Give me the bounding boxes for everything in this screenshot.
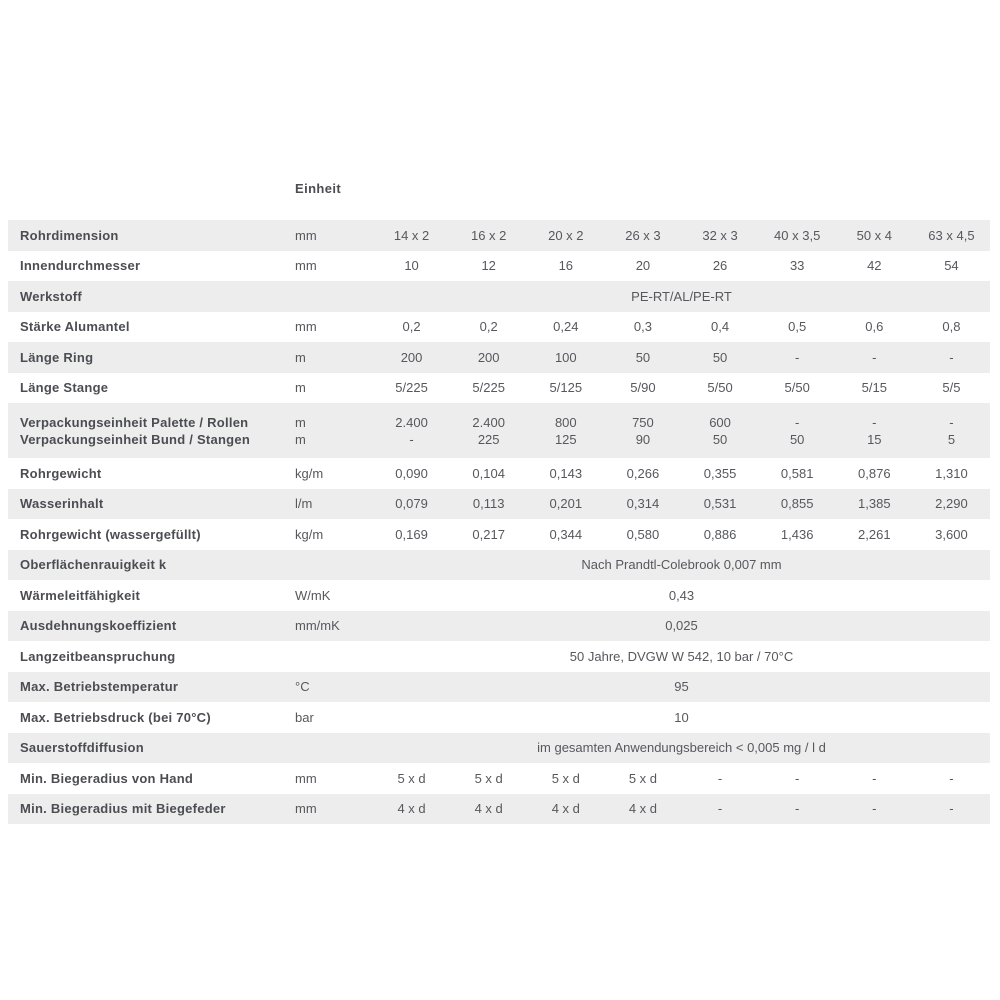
row-unit: mm — [295, 227, 317, 243]
cell-value: - — [872, 770, 877, 786]
row-unit-line: m — [295, 414, 306, 430]
row-label: Max. Betriebsdruck (bei 70°C) — [20, 709, 211, 725]
cell-value: 0,8 — [942, 319, 961, 335]
table-row — [8, 519, 990, 550]
cell-value: 3,600 — [935, 526, 968, 542]
row-label: Innendurchmesser — [20, 258, 141, 274]
cell-value: 0,344 — [549, 526, 583, 542]
table-row — [8, 220, 990, 251]
cell-value: 26 — [712, 258, 728, 274]
cell-value: - — [872, 414, 877, 430]
row-unit: l/m — [295, 496, 313, 512]
cell-value: 20 x 2 — [548, 227, 584, 243]
cell-value: 0,4 — [711, 319, 730, 335]
cell-value: 750 — [632, 414, 654, 430]
cell-value: 63 x 4,5 — [928, 227, 975, 243]
table-row — [8, 312, 990, 343]
table-row — [8, 580, 990, 611]
row-label-line: Verpackungseinheit Palette / Rollen — [20, 414, 249, 430]
table-row — [8, 641, 990, 672]
row-label: Rohrgewicht (wassergefüllt) — [20, 526, 201, 542]
cell-value: 200 — [477, 349, 500, 365]
row-label: Max. Betriebstemperatur — [20, 679, 179, 695]
cell-value: 50 — [789, 431, 805, 447]
row-label: Oberflächenrauigkeit k — [20, 557, 167, 573]
cell-value: 5 — [947, 431, 956, 447]
cell-value: - — [795, 349, 800, 365]
cell-value: 0,24 — [553, 319, 579, 335]
cell-value: 90 — [635, 431, 651, 447]
cell-value: 12 — [481, 258, 496, 274]
cell-value: 0,886 — [703, 526, 737, 542]
cell-value: 50 x 4 — [856, 227, 893, 243]
row-label: Ausdehnungskoeffizient — [20, 618, 177, 634]
row-merged-value: 0,43 — [668, 587, 695, 603]
cell-value: 1,436 — [780, 526, 814, 542]
table-row — [8, 251, 990, 282]
cell-value: 40 x 3,5 — [774, 227, 821, 243]
cell-value: 0,266 — [626, 465, 660, 481]
table-row — [8, 763, 990, 794]
cell-value: 5/225 — [395, 380, 428, 396]
cell-value: - — [949, 414, 954, 430]
cell-value: 26 x 3 — [625, 227, 661, 243]
table-row — [8, 611, 990, 642]
cell-value: - — [949, 770, 954, 786]
cell-value: 800 — [554, 414, 577, 430]
row-merged-value: PE-RT/AL/PE-RT — [631, 288, 732, 304]
value-line — [373, 414, 990, 431]
cell-value: 16 — [558, 258, 574, 274]
table-row — [8, 342, 990, 373]
cell-value: 15 — [867, 431, 882, 447]
row-merged-value: 95 — [674, 679, 689, 695]
cell-value: 5 x d — [628, 770, 658, 786]
cell-value: 0,201 — [549, 496, 583, 512]
cell-value: 0,2 — [402, 319, 421, 335]
cell-value: 5/50 — [784, 380, 810, 396]
row-merged-value: Nach Prandtl-Colebrook 0,007 mm — [581, 557, 782, 573]
cell-value: - — [717, 801, 723, 817]
cell-value: 5/5 — [942, 380, 961, 396]
cell-value: 42 — [867, 258, 882, 274]
cell-value: 54 — [944, 258, 959, 274]
cell-value: - — [872, 349, 877, 365]
row-label: Langzeitbeanspruchung — [20, 648, 176, 664]
cell-value: 4 x d — [474, 801, 503, 817]
cell-value: 14 x 2 — [393, 227, 430, 243]
row-unit: kg/m — [295, 465, 324, 481]
cell-value: 1,385 — [858, 496, 891, 512]
row-unit-line: m — [295, 431, 306, 447]
row-label-line: Verpackungseinheit Bund / Stangen — [20, 431, 251, 447]
cell-value: 0,5 — [788, 319, 807, 335]
cell-value: 16 x 2 — [470, 227, 507, 243]
row-unit: mm/mK — [295, 618, 340, 634]
row-merged-value: 10 — [674, 709, 689, 725]
cell-value: 5/15 — [861, 380, 887, 396]
row-label: Werkstoff — [20, 288, 82, 304]
cell-value: 0,104 — [472, 465, 505, 481]
cell-value: 200 — [400, 349, 423, 365]
table-row — [8, 550, 990, 581]
cell-value: 20 — [635, 258, 651, 274]
row-label: Wärmeleitfähigkeit — [20, 587, 141, 603]
cell-value: 100 — [554, 349, 577, 365]
row-unit: mm — [295, 770, 317, 786]
cell-value: 0,580 — [626, 526, 660, 542]
row-merged-value: im gesamten Anwendungsbereich < 0,005 mg / l d — [537, 740, 826, 756]
cell-value: 50 — [712, 431, 728, 447]
cell-value: 5 x d — [551, 770, 580, 786]
row-unit: bar — [295, 709, 314, 725]
row-label — [8, 414, 290, 448]
row-unit: mm — [295, 319, 317, 335]
value-line — [373, 431, 990, 448]
table-body — [8, 220, 990, 824]
table-row — [8, 489, 990, 520]
cell-value: 1,310 — [935, 465, 968, 481]
technical-data-table — [8, 182, 990, 824]
cell-value: 5/225 — [472, 380, 505, 396]
cell-value: 50 — [635, 349, 651, 365]
row-unit: mm — [295, 801, 317, 817]
row-label: Rohrdimension — [20, 227, 119, 243]
cell-value: - — [409, 431, 414, 447]
row-unit: m — [295, 349, 306, 365]
row-merged-value: 0,025 — [665, 618, 698, 634]
cell-value: - — [795, 414, 800, 430]
row-label: Stärke Alumantel — [20, 319, 130, 335]
cell-value: - — [717, 770, 723, 786]
cell-value: 4 x d — [628, 801, 658, 817]
table-row — [8, 458, 990, 489]
row-unit: °C — [295, 679, 310, 695]
cell-value: 600 — [709, 414, 731, 430]
cell-value: 0,581 — [780, 465, 814, 481]
cell-value: 0,531 — [703, 496, 737, 512]
cell-value: 0,169 — [395, 526, 428, 542]
row-values — [373, 414, 990, 448]
cell-value: 50 — [712, 349, 728, 365]
row-label: Min. Biegeradius von Hand — [20, 770, 194, 786]
row-unit: mm — [295, 258, 317, 274]
row-unit: m — [295, 380, 306, 396]
table-row — [8, 702, 990, 733]
row-label: Wasserinhalt — [20, 496, 104, 512]
cell-value: 125 — [554, 431, 577, 447]
cell-value: 2.400 — [472, 414, 505, 430]
cell-value: 0,2 — [479, 319, 498, 335]
cell-value: 0,217 — [472, 526, 505, 542]
cell-value: 5 x d — [474, 770, 503, 786]
row-unit — [290, 414, 373, 448]
table-row — [8, 672, 990, 703]
row-merged-value: 50 Jahre, DVGW W 542, 10 bar / 70°C — [569, 648, 794, 664]
table-row — [8, 733, 990, 764]
cell-value: 5 x d — [397, 770, 426, 786]
cell-value: 10 — [404, 258, 419, 274]
row-label: Länge Stange — [20, 380, 109, 396]
cell-value: 0,113 — [472, 496, 505, 512]
cell-value: 225 — [477, 431, 500, 447]
cell-value: 32 x 3 — [702, 227, 738, 243]
table-row — [8, 403, 990, 458]
table-row — [8, 281, 990, 312]
cell-value: - — [949, 349, 954, 365]
cell-value: 33 — [789, 258, 805, 274]
row-label: Länge Ring — [20, 349, 94, 365]
cell-value: 0,314 — [626, 496, 660, 512]
cell-value: 0,855 — [780, 496, 814, 512]
cell-value: 0,3 — [633, 319, 652, 335]
cell-value: 4 x d — [551, 801, 580, 817]
cell-value: 0,079 — [395, 496, 428, 512]
cell-value: 2.400 — [395, 414, 428, 430]
cell-value: 0,143 — [549, 465, 583, 481]
cell-value: 5/90 — [630, 380, 656, 396]
row-label: Rohrgewicht — [20, 465, 102, 481]
table-row — [8, 794, 990, 825]
cell-value: 2,261 — [858, 526, 891, 542]
row-label: Sauerstoffdiffusion — [20, 740, 144, 756]
cell-value: 0,6 — [865, 319, 884, 335]
table-row — [8, 373, 990, 404]
unit-header-label: Einheit — [295, 181, 342, 196]
cell-value: - — [872, 801, 877, 817]
cell-value: 5/125 — [549, 380, 583, 396]
row-unit: W/mK — [295, 587, 331, 603]
cell-value: 5/50 — [707, 380, 733, 396]
cell-value: - — [949, 801, 954, 817]
cell-value: 4 x d — [397, 801, 426, 817]
cell-value: 0,355 — [703, 465, 737, 481]
unit-column-header — [8, 182, 990, 196]
cell-value: - — [795, 801, 800, 817]
cell-value: 0,090 — [395, 465, 428, 481]
cell-value: 2,290 — [935, 496, 968, 512]
cell-value: 0,876 — [858, 465, 891, 481]
row-unit: kg/m — [295, 526, 324, 542]
cell-value: - — [795, 770, 800, 786]
row-label: Min. Biegeradius mit Biegefeder — [20, 801, 226, 817]
